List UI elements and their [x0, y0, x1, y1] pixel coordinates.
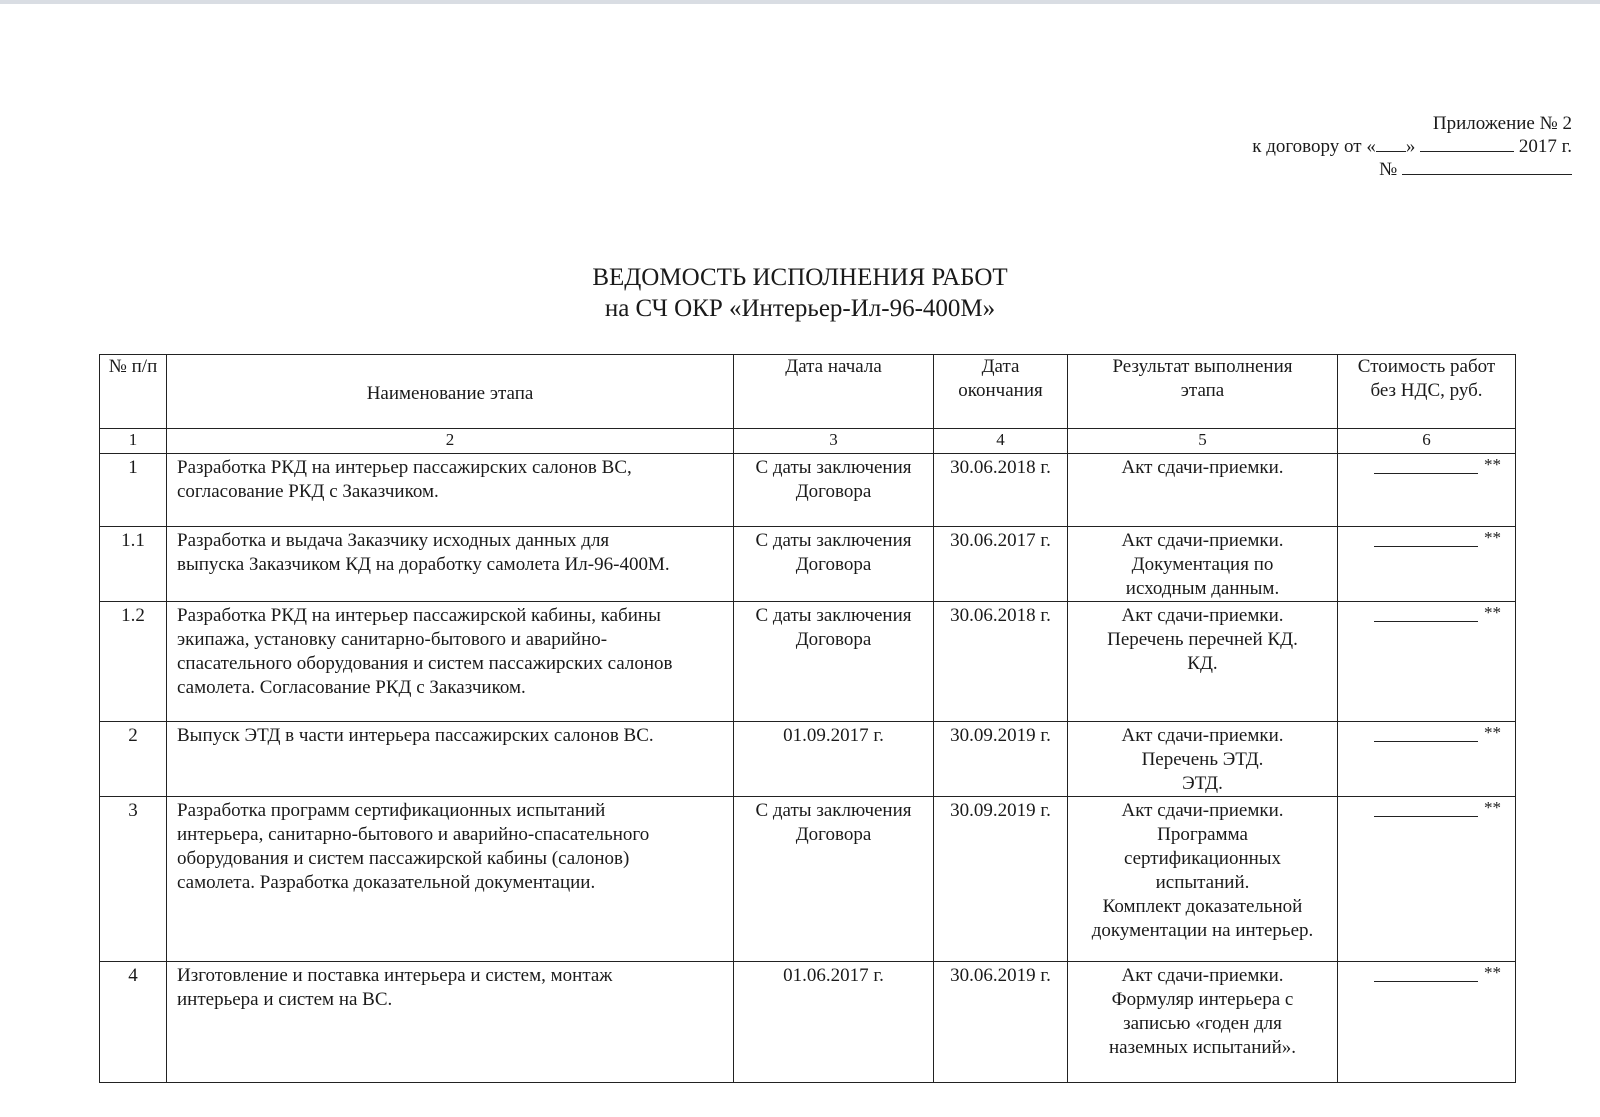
row-cost [1338, 722, 1516, 797]
row-num: 4 [100, 962, 167, 1083]
row-cost [1338, 962, 1516, 1083]
row-result-line: записью «годен для [1123, 1013, 1282, 1034]
cost-mark: ** [1484, 963, 1501, 982]
row-result [1068, 602, 1338, 722]
row-name [167, 454, 734, 527]
row-name [167, 797, 734, 962]
work-schedule-table [99, 354, 1516, 1083]
number-label: № [1379, 159, 1398, 180]
header-result: Результат выполнения этапа [1068, 355, 1338, 429]
header-cost: Стоимость работ без НДС, руб. [1338, 355, 1516, 429]
row-num: 1 [100, 454, 167, 527]
cost-field [1338, 964, 1515, 982]
row-end: 30.06.2017 г. [934, 527, 1068, 602]
row-start [734, 602, 934, 722]
cost-blank [1374, 727, 1478, 742]
row-result-line: испытаний. [1155, 872, 1250, 893]
header-start: Дата начала [734, 355, 934, 429]
row-name-line: согласование РКД с Заказчиком. [177, 481, 439, 502]
row-num: 1.2 [100, 602, 167, 722]
column-number-row [100, 429, 1516, 454]
row-start [734, 962, 934, 1083]
row-start-line: С даты заключения [755, 605, 912, 626]
row-result-line: Акт сдачи-приемки. [1121, 725, 1284, 746]
header-row [100, 355, 1516, 429]
header-name: Наименование этапа [167, 355, 734, 429]
row-result-line: КД. [1187, 653, 1218, 674]
contract-number-line [1252, 158, 1572, 181]
row-end: 30.06.2018 г. [934, 454, 1068, 527]
contract-line [1252, 135, 1572, 158]
table-row [100, 527, 1516, 602]
column-number: 1 [100, 429, 167, 454]
cost-field [1338, 799, 1515, 817]
table-row [100, 602, 1516, 722]
contract-quote-close: » [1405, 136, 1416, 157]
row-start [734, 797, 934, 962]
scan-top-edge [0, 0, 1600, 4]
row-result-line: документации на интерьер. [1091, 920, 1314, 941]
row-result-line: Программа [1157, 824, 1248, 845]
cost-field [1338, 724, 1515, 742]
contract-year: 2017 г. [1518, 136, 1572, 157]
column-number: 4 [934, 429, 1068, 454]
row-name-line: самолета. Разработка доказательной документации. [177, 872, 596, 893]
row-name-line: экипажа, установку санитарно-бытового и аварийно- [177, 629, 608, 650]
row-cost [1338, 454, 1516, 527]
row-result-line: Акт сдачи-приемки. [1121, 800, 1284, 821]
row-start-line: С даты заключения [755, 457, 912, 478]
row-name-line: интерьера, санитарно-бытового и аварийно-спасательного [177, 824, 650, 845]
row-name [167, 527, 734, 602]
row-result [1068, 962, 1338, 1083]
appendix-block [1252, 112, 1572, 181]
row-num: 3 [100, 797, 167, 962]
row-result-line: Комплект доказательной [1102, 896, 1303, 917]
cost-field [1338, 529, 1515, 547]
row-result-line: Перечень ЭТД. [1141, 749, 1264, 770]
row-end: 30.06.2019 г. [934, 962, 1068, 1083]
contract-number-blank [1402, 158, 1572, 175]
row-name-line: Разработка РКД на интерьер пассажирской кабины, кабины [177, 605, 661, 626]
row-result [1068, 797, 1338, 962]
row-result-line: Формуляр интерьера с [1111, 989, 1294, 1010]
row-result-line: ЭТД. [1182, 773, 1223, 794]
row-name-line: Разработка РКД на интерьер пассажирских салонов ВС, [177, 457, 632, 478]
contract-month-blank [1420, 135, 1514, 152]
row-name-line: Выпуск ЭТД в части интерьера пассажирских салонов ВС. [177, 725, 654, 746]
row-name-line: Разработка и выдача Заказчику исходных данных для [177, 530, 610, 551]
row-name [167, 722, 734, 797]
table-row [100, 797, 1516, 962]
header-num: № п/п [100, 355, 167, 429]
row-result-line: Акт сдачи-приемки. [1121, 965, 1284, 986]
column-number: 2 [167, 429, 734, 454]
row-cost [1338, 602, 1516, 722]
column-number: 6 [1338, 429, 1516, 454]
row-end: 30.09.2019 г. [934, 722, 1068, 797]
column-number: 3 [734, 429, 934, 454]
cost-field [1338, 604, 1515, 622]
row-start-line: 01.09.2017 г. [783, 725, 884, 746]
row-result-line: Перечень перечней КД. [1107, 629, 1298, 650]
row-name-line: интерьера и систем на ВС. [177, 989, 393, 1010]
row-result [1068, 527, 1338, 602]
column-number: 5 [1068, 429, 1338, 454]
row-num: 2 [100, 722, 167, 797]
row-start-line: 01.06.2017 г. [783, 965, 884, 986]
row-result-line: наземных испытаний». [1108, 1037, 1296, 1058]
document-title [300, 262, 1300, 324]
row-result-line: сертификационных [1123, 848, 1282, 869]
appendix-line: Приложение № 2 [1432, 113, 1572, 134]
title-line-1: ВЕДОМОСТЬ ИСПОЛНЕНИЯ РАБОТ [592, 264, 1008, 291]
cost-blank [1374, 607, 1478, 622]
cost-blank [1374, 802, 1478, 817]
contract-prefix: к договору от « [1252, 136, 1376, 157]
row-start-line: С даты заключения [755, 800, 912, 821]
row-start [734, 722, 934, 797]
cost-mark: ** [1484, 528, 1501, 547]
row-result-line: Документация по [1131, 554, 1274, 575]
header-end: Дата окончания [934, 355, 1068, 429]
row-num: 1.1 [100, 527, 167, 602]
row-name-line: выпуска Заказчиком КД на доработку самолета Ил-96-400М. [177, 554, 670, 575]
row-result-line: исходным данным. [1125, 578, 1280, 599]
row-start-line: Договора [795, 554, 872, 575]
row-start-line: С даты заключения [755, 530, 912, 551]
row-start-line: Договора [795, 481, 872, 502]
row-result-line: Акт сдачи-приемки. [1121, 530, 1284, 551]
cost-blank [1374, 532, 1478, 547]
title-line-2: на СЧ ОКР «Интерьер-Ил-96-400М» [604, 295, 996, 322]
cost-blank [1374, 459, 1478, 474]
table-row [100, 454, 1516, 527]
row-result-line: Акт сдачи-приемки. [1121, 457, 1284, 478]
row-name [167, 962, 734, 1083]
row-name [167, 602, 734, 722]
cost-field [1338, 456, 1515, 474]
row-cost [1338, 527, 1516, 602]
cost-mark: ** [1484, 798, 1501, 817]
table-row [100, 722, 1516, 797]
row-result [1068, 454, 1338, 527]
row-start [734, 454, 934, 527]
contract-day-blank [1376, 135, 1406, 152]
row-name-line: Изготовление и поставка интерьера и систем, монтаж [177, 965, 613, 986]
cost-blank [1374, 967, 1478, 982]
table-row [100, 962, 1516, 1083]
row-name-line: Разработка программ сертификационных испытаний [177, 800, 606, 821]
row-name-line: спасательного оборудования и систем пассажирских салонов [177, 653, 673, 674]
cost-mark: ** [1484, 723, 1501, 742]
row-result [1068, 722, 1338, 797]
row-name-line: оборудования и систем пассажирской кабины (салонов) [177, 848, 630, 869]
row-result-line: Акт сдачи-приемки. [1121, 605, 1284, 626]
row-start [734, 527, 934, 602]
row-cost [1338, 797, 1516, 962]
row-name-line: самолета. Согласование РКД с Заказчиком. [177, 677, 526, 698]
cost-mark: ** [1484, 455, 1501, 474]
row-start-line: Договора [795, 629, 872, 650]
row-end: 30.09.2019 г. [934, 797, 1068, 962]
row-start-line: Договора [795, 824, 872, 845]
row-end: 30.06.2018 г. [934, 602, 1068, 722]
cost-mark: ** [1484, 603, 1501, 622]
